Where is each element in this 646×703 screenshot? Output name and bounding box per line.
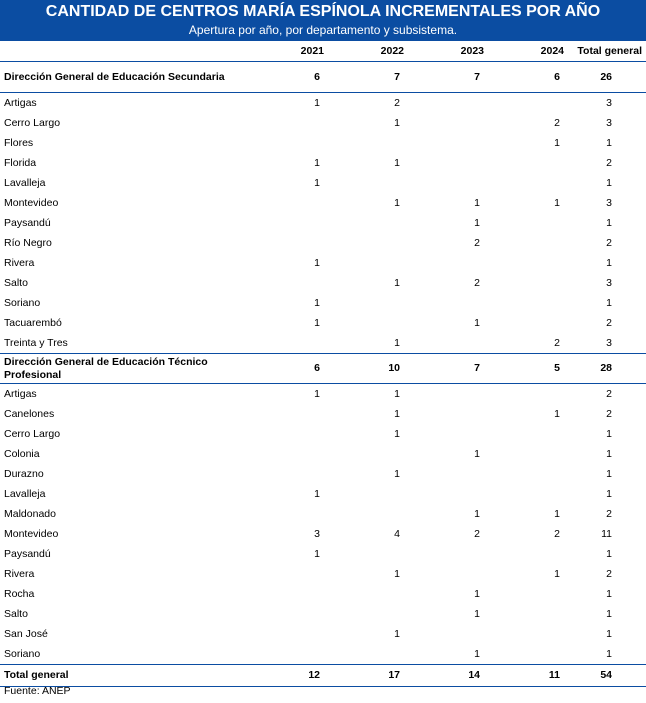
- cell-year-2023: [410, 153, 490, 173]
- cell-year-2021: [250, 213, 330, 233]
- column-header-2021: 2021: [250, 41, 330, 62]
- table-row: [0, 153, 646, 173]
- cell-year-2021: 1: [314, 297, 320, 309]
- cell-year-2024: [490, 544, 570, 564]
- cell-year-2021: 1: [314, 488, 320, 500]
- cell-year-2022: 1: [394, 157, 400, 169]
- cell-year-2021: 6: [250, 62, 330, 93]
- cell-total: 28: [570, 354, 646, 384]
- table-row: [0, 193, 646, 213]
- cell-total: 3: [606, 97, 612, 109]
- cell-year-2022: 1: [394, 388, 400, 400]
- cell-year-2023: [410, 133, 490, 153]
- title-banner: [0, 0, 646, 41]
- cell-year-2023: [410, 564, 490, 584]
- cell-year-2023: [410, 113, 490, 133]
- cell-year-2022: 7: [330, 62, 410, 93]
- group-row: [0, 62, 646, 93]
- cell-year-2021: [250, 193, 330, 213]
- cell-year-2021: [250, 624, 330, 644]
- cell-year-2022: 1: [394, 428, 400, 440]
- cell-year-2021: 1: [314, 177, 320, 189]
- cell-year-2024: [490, 424, 570, 444]
- cell-year-2022: 1: [394, 408, 400, 420]
- table-row: [0, 544, 646, 564]
- cell-year-2023: 1: [474, 608, 480, 620]
- cell-year-2023: [410, 624, 490, 644]
- table-row: [0, 253, 646, 273]
- cell-year-2023: [410, 333, 490, 354]
- table-row: [0, 113, 646, 133]
- table-body: [0, 62, 646, 687]
- cell-year-2021: [250, 464, 330, 484]
- cell-year-2024: [490, 384, 570, 405]
- cell-year-2024: 2: [554, 337, 560, 349]
- cell-year-2022: [330, 133, 410, 153]
- header-row: [0, 41, 646, 62]
- cell-year-2021: 1: [314, 97, 320, 109]
- table-row: [0, 213, 646, 233]
- cell-year-2023: 2: [474, 528, 480, 540]
- table-row: [0, 444, 646, 464]
- cell-year-2022: 1: [394, 197, 400, 209]
- cell-year-2024: 1: [554, 137, 560, 149]
- cell-year-2024: 11: [490, 665, 570, 687]
- table-row-label: San José: [4, 628, 48, 640]
- table-row-label: Lavalleja: [4, 177, 46, 189]
- table-row: [0, 404, 646, 424]
- cell-year-2021: 1: [314, 548, 320, 560]
- cell-year-2024: [490, 273, 570, 293]
- cell-total: 1: [606, 448, 612, 460]
- cell-year-2024: [490, 153, 570, 173]
- cell-total: 1: [606, 297, 612, 309]
- table-row: [0, 173, 646, 193]
- cell-year-2022: 1: [394, 277, 400, 289]
- cell-year-2024: [490, 213, 570, 233]
- cell-total: 3: [606, 337, 612, 349]
- cell-total: 11: [601, 528, 612, 540]
- cell-year-2022: [330, 544, 410, 564]
- cell-total: 3: [606, 117, 612, 129]
- cell-year-2024: [490, 293, 570, 313]
- table-row-label: Salto: [4, 608, 28, 620]
- table-row-label: Salto: [4, 277, 28, 289]
- cell-year-2022: 17: [330, 665, 410, 687]
- report-subtitle: Apertura por año, por departamento y subsistema.: [188, 23, 458, 37]
- total-row: [0, 665, 646, 687]
- cell-year-2021: [250, 133, 330, 153]
- cell-year-2021: 1: [314, 388, 320, 400]
- cell-total: 1: [606, 588, 612, 600]
- cell-year-2022: 1: [394, 568, 400, 580]
- cell-year-2024: [490, 484, 570, 504]
- cell-year-2024: [490, 233, 570, 253]
- cell-year-2024: 1: [554, 197, 560, 209]
- cell-year-2021: 12: [250, 665, 330, 687]
- group-row: [0, 354, 646, 384]
- table-row-label: Colonia: [4, 448, 40, 460]
- cell-year-2022: [330, 644, 410, 665]
- cell-year-2022: [330, 293, 410, 313]
- cell-year-2021: [250, 504, 330, 524]
- cell-year-2022: 1: [394, 468, 400, 480]
- cell-year-2023: [410, 404, 490, 424]
- cell-year-2021: [250, 233, 330, 253]
- cell-year-2024: [490, 604, 570, 624]
- cell-year-2023: [410, 464, 490, 484]
- table-row-label: Paysandú: [4, 217, 51, 229]
- table-row: [0, 464, 646, 484]
- table-row-label: Maldonado: [4, 508, 56, 520]
- table-row: [0, 604, 646, 624]
- table-row: [0, 424, 646, 444]
- table-row-label: Montevideo: [4, 528, 59, 540]
- table-row: [0, 504, 646, 524]
- cell-total: 54: [570, 665, 646, 687]
- cell-year-2023: 1: [474, 197, 480, 209]
- cell-total: 1: [606, 428, 612, 440]
- cell-year-2023: 1: [474, 448, 480, 460]
- cell-year-2023: [410, 384, 490, 405]
- cell-year-2021: [250, 113, 330, 133]
- cell-year-2024: [490, 93, 570, 114]
- group-row-label: Dirección General de Educación Técnico Profesional: [0, 354, 250, 384]
- cell-total: 3: [606, 277, 612, 289]
- table-row-label: Tacuarembó: [4, 317, 62, 329]
- table-row: [0, 524, 646, 544]
- table-row-label: Montevideo: [4, 197, 59, 209]
- cell-year-2022: [330, 484, 410, 504]
- cell-year-2024: [490, 444, 570, 464]
- cell-year-2023: 7: [410, 62, 490, 93]
- source-note: Fuente: ANEP: [4, 685, 71, 697]
- cell-year-2023: [410, 484, 490, 504]
- cell-year-2023: 1: [474, 588, 480, 600]
- cell-total: 2: [606, 317, 612, 329]
- cell-year-2024: 1: [554, 568, 560, 580]
- cell-year-2022: 4: [394, 528, 400, 540]
- cell-total: 1: [606, 608, 612, 620]
- cell-year-2024: 2: [554, 117, 560, 129]
- cell-year-2022: 10: [330, 354, 410, 384]
- table-row: [0, 584, 646, 604]
- table-row: [0, 293, 646, 313]
- cell-total: 1: [606, 648, 612, 660]
- table-row-label: Cerro Largo: [4, 428, 61, 440]
- cell-year-2024: 1: [554, 508, 560, 520]
- cell-total: 2: [606, 237, 612, 249]
- cell-year-2021: 1: [314, 317, 320, 329]
- table-row-label: Florida: [4, 157, 37, 169]
- cell-year-2021: 3: [314, 528, 320, 540]
- table-row: [0, 313, 646, 333]
- cell-year-2021: [250, 604, 330, 624]
- table-row-label: Soriano: [4, 297, 41, 309]
- table-row-label: Flores: [4, 137, 34, 149]
- table-row: [0, 93, 646, 114]
- cell-year-2023: 7: [410, 354, 490, 384]
- cell-year-2024: 5: [490, 354, 570, 384]
- table-row-label: Lavalleja: [4, 488, 46, 500]
- cell-year-2024: 2: [554, 528, 560, 540]
- cell-total: 1: [606, 468, 612, 480]
- cell-year-2022: 1: [394, 337, 400, 349]
- table-row: [0, 273, 646, 293]
- cell-year-2021: [250, 444, 330, 464]
- table-row-label: Durazno: [4, 468, 44, 480]
- column-header-2024: 2024: [490, 41, 570, 62]
- cell-total: 26: [570, 62, 646, 93]
- table-row-label: Rivera: [4, 568, 35, 580]
- cell-year-2021: [250, 404, 330, 424]
- cell-year-2022: [330, 604, 410, 624]
- cell-year-2022: [330, 444, 410, 464]
- cell-total: 1: [606, 217, 612, 229]
- report-title: CANTIDAD DE CENTROS MARÍA ESPÍNOLA INCREMENTALES POR AÑO: [45, 3, 601, 20]
- cell-year-2022: [330, 213, 410, 233]
- cell-year-2021: [250, 333, 330, 354]
- cell-year-2022: [330, 173, 410, 193]
- cell-year-2024: [490, 253, 570, 273]
- cell-year-2024: [490, 644, 570, 665]
- table-row-label: Treinta y Tres: [4, 337, 68, 349]
- cell-year-2022: [330, 233, 410, 253]
- cell-year-2022: 1: [394, 628, 400, 640]
- table-row-label: Rocha: [4, 588, 35, 600]
- cell-year-2022: [330, 253, 410, 273]
- cell-total: 3: [606, 197, 612, 209]
- cell-year-2022: [330, 313, 410, 333]
- cell-year-2022: 2: [394, 97, 400, 109]
- cell-year-2023: 14: [410, 665, 490, 687]
- column-header-total: Total general: [570, 41, 646, 62]
- table-row: [0, 564, 646, 584]
- group-row-label: Dirección General de Educación Secundaria: [0, 62, 250, 93]
- cell-year-2021: [250, 273, 330, 293]
- cell-year-2021: 1: [314, 257, 320, 269]
- cell-year-2024: [490, 313, 570, 333]
- table-row: [0, 233, 646, 253]
- table-row-label: Soriano: [4, 648, 41, 660]
- cell-year-2021: [250, 424, 330, 444]
- column-header-2022: 2022: [330, 41, 410, 62]
- table-row-label: Rivera: [4, 257, 35, 269]
- table-row-label: Canelones: [4, 408, 55, 420]
- cell-year-2021: [250, 564, 330, 584]
- table-row: [0, 624, 646, 644]
- cell-total: 2: [606, 508, 612, 520]
- table-row-label: Paysandú: [4, 548, 51, 560]
- table-row-label: Artigas: [4, 97, 37, 109]
- cell-year-2023: [410, 544, 490, 564]
- column-header-2023: 2023: [410, 41, 490, 62]
- column-header-name: [0, 41, 250, 62]
- cell-year-2023: [410, 424, 490, 444]
- table-row: [0, 644, 646, 665]
- cell-year-2023: [410, 173, 490, 193]
- cell-total: 1: [606, 257, 612, 269]
- cell-year-2024: 6: [490, 62, 570, 93]
- total-row-label: Total general: [0, 665, 250, 687]
- table-row: [0, 333, 646, 354]
- centers-table: [0, 41, 646, 687]
- cell-year-2021: [250, 644, 330, 665]
- cell-year-2021: [250, 584, 330, 604]
- cell-total: 2: [606, 388, 612, 400]
- cell-year-2024: [490, 173, 570, 193]
- cell-total: 1: [606, 488, 612, 500]
- table-row-label: Cerro Largo: [4, 117, 61, 129]
- table-row-label: Río Negro: [4, 237, 52, 249]
- cell-total: 1: [606, 137, 612, 149]
- table-row: [0, 384, 646, 405]
- cell-year-2021: 6: [250, 354, 330, 384]
- cell-year-2022: [330, 504, 410, 524]
- cell-year-2023: [410, 253, 490, 273]
- cell-year-2021: 1: [314, 157, 320, 169]
- cell-total: 1: [606, 548, 612, 560]
- cell-total: 2: [606, 408, 612, 420]
- cell-year-2023: 2: [474, 237, 480, 249]
- cell-year-2023: 1: [474, 508, 480, 520]
- cell-total: 2: [606, 157, 612, 169]
- table-row-label: Artigas: [4, 388, 37, 400]
- cell-total: 1: [606, 177, 612, 189]
- cell-year-2023: 1: [474, 317, 480, 329]
- cell-year-2024: 1: [554, 408, 560, 420]
- cell-total: 2: [606, 568, 612, 580]
- cell-year-2023: 1: [474, 217, 480, 229]
- table-row: [0, 484, 646, 504]
- cell-year-2024: [490, 464, 570, 484]
- cell-year-2022: [330, 584, 410, 604]
- cell-year-2024: [490, 584, 570, 604]
- cell-year-2023: 2: [474, 277, 480, 289]
- cell-year-2022: 1: [394, 117, 400, 129]
- cell-year-2023: 1: [474, 648, 480, 660]
- cell-year-2023: [410, 293, 490, 313]
- table-row: [0, 133, 646, 153]
- cell-year-2024: [490, 624, 570, 644]
- cell-total: 1: [606, 628, 612, 640]
- cell-year-2023: [410, 93, 490, 114]
